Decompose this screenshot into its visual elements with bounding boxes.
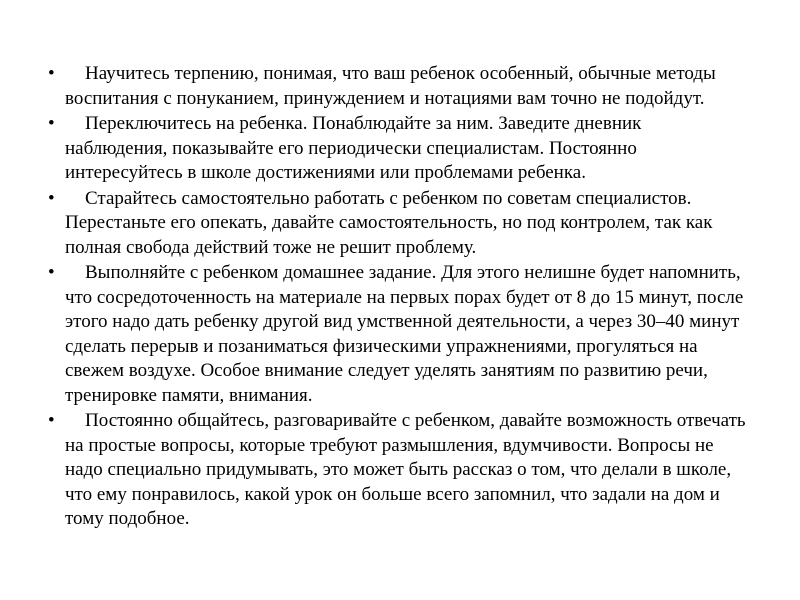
bullet-icon: • bbox=[48, 113, 55, 134]
bullet-item bbox=[48, 112, 748, 186]
bullet-icon: • bbox=[48, 262, 55, 283]
bullet-text: Постоянно общайтесь, разговаривайте с ребенком, давайте возможность отвечать на простые вопросы, которые требуют размышления, вдумчивости. Вопросы не надо специально придумывать, это может быть рассказ о том, что делали в школе, что ему понравилось, какой урок он больше всего запомнил, что задали на дом и тому подобное. bbox=[65, 410, 746, 529]
bullet-text: Переключитесь на ребенка. Понаблюдайте за ним. Заведите дневник наблюдения, показывайте его периодически специалистам. Постоянно интересуйтесь в школе достижениями или проблемами ребенка. bbox=[65, 113, 642, 183]
bullet-item bbox=[48, 187, 748, 261]
bullet-text: Выполняйте с ребенком домашнее задание. Для этого нелишне будет напомнить, что сосредоточенность на материале на первых порах будет от 8 до 15 минут, после этого надо дать ребенку другой вид умственной деятельности, а через 30–40 минут сделать перерыв и позаниматься физическими упражнениями, прогуляться на свежем воздухе. Особое внимание следует уделять занятиям по развитию речи, тренировке памяти, внимания. bbox=[65, 262, 744, 406]
bullet-item bbox=[48, 409, 748, 532]
bullet-text: Научитесь терпению, понимая, что ваш ребенок особенный, обычные методы воспитания с понуканием, принуждением и нотациями вам точно не подойдут. bbox=[65, 63, 716, 109]
bullet-icon: • bbox=[48, 187, 55, 209]
bullet-text: Старайтесь самостоятельно работать с ребенком по советам специалистов. Перестаньте его опекать, давайте самостоятельность, но под контролем, так как полная свобода действий тоже не решит проблему. bbox=[65, 187, 713, 258]
bullet-icon: • bbox=[48, 63, 55, 84]
bullet-item bbox=[48, 261, 748, 408]
bullet-icon: • bbox=[48, 410, 55, 431]
bullet-item bbox=[48, 62, 748, 111]
bullet-list bbox=[48, 62, 748, 533]
